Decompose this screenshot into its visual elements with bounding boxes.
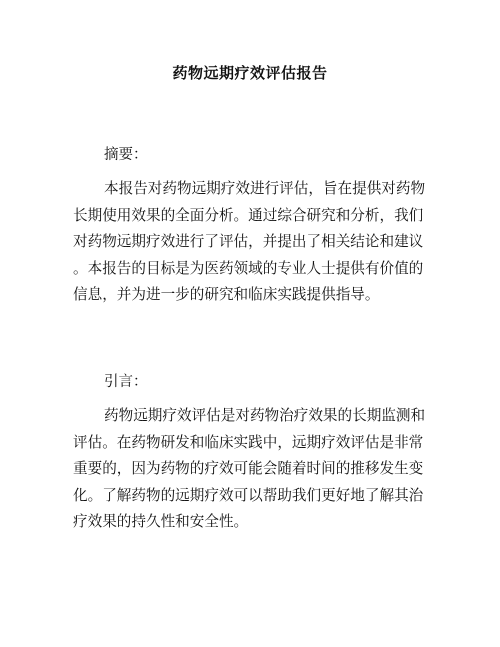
abstract-line: 对药物远期疗效进行了评估，并提出了相关结论和建议: [73, 233, 424, 250]
abstract-line: 长期使用效果的全面分析。通过综合研究和分析，我们: [73, 206, 424, 224]
introduction-line: 化。了解药物的远期疗效可以帮助我们更好地了解其治: [73, 486, 424, 504]
abstract-line: 本报告对药物远期疗效进行评估，旨在提供对药物: [104, 180, 426, 197]
introduction-paragraph: [73, 403, 433, 536]
abstract-heading: 摘要：: [104, 147, 148, 163]
abstract-line: 。本报告的目标是为医药领域的专业人士提供有价值的: [73, 259, 424, 277]
introduction-line: 疗效果的持久性和安全性。: [73, 513, 249, 530]
introduction-line: 重要的，因为药物的疗效可能会随着时间的推移发生变: [73, 460, 424, 477]
introduction-line: 评估。在药物研发和临床实践中，远期疗效评估是非常: [73, 433, 424, 451]
introduction-heading: 引言：: [104, 374, 148, 390]
abstract-paragraph: [73, 176, 433, 309]
document-title: 药物远期疗效评估报告: [172, 64, 328, 82]
introduction-line: 药物远期疗效评估是对药物治疗效果的长期监测和: [104, 407, 426, 424]
abstract-line: 信息，并为进一步的研究和临床实践提供指导。: [73, 286, 380, 303]
